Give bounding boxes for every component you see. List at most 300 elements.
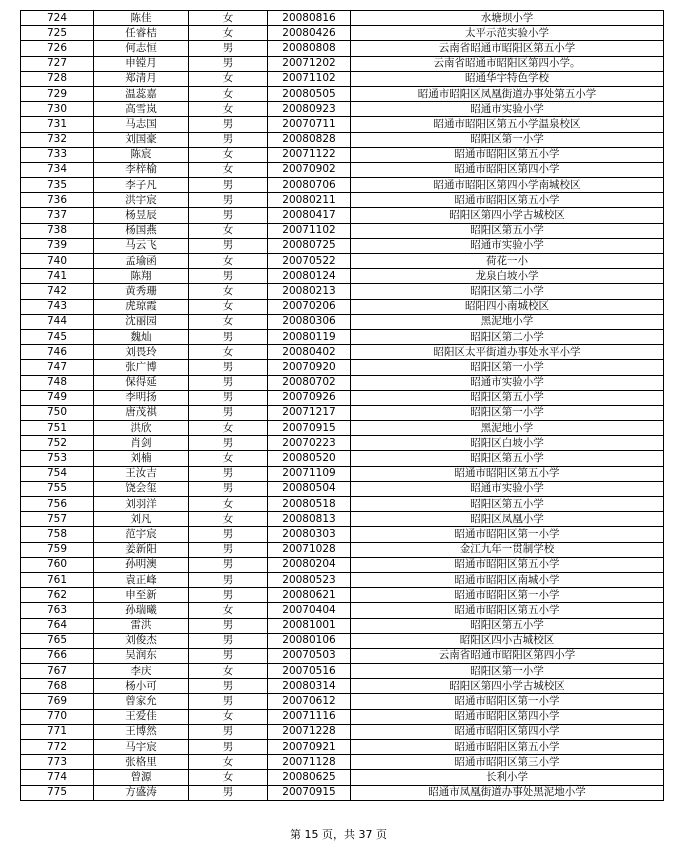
gender-cell: 男 [189, 481, 268, 496]
birth-date-cell: 20080725 [268, 238, 351, 253]
table-row [21, 740, 664, 755]
school-name-cell: 长利小学 [351, 770, 664, 785]
table-row [21, 223, 664, 238]
student-name-cell: 虎琼霞 [94, 299, 189, 314]
row-number-cell: 769 [21, 694, 94, 709]
row-number-cell: 737 [21, 208, 94, 223]
student-name-cell: 刘俊杰 [94, 633, 189, 648]
table-row [21, 345, 664, 360]
table-row [21, 466, 664, 481]
row-number-cell: 741 [21, 269, 94, 284]
student-name-cell: 保得延 [94, 375, 189, 390]
gender-cell: 男 [189, 527, 268, 542]
student-name-cell: 李明扬 [94, 390, 189, 405]
school-name-cell: 昭通市昭阳区第三小学 [351, 755, 664, 770]
gender-cell: 女 [189, 162, 268, 177]
school-name-cell: 昭通市昭阳区第五小学 [351, 193, 664, 208]
birth-date-cell: 20070223 [268, 436, 351, 451]
gender-cell: 男 [189, 208, 268, 223]
birth-date-cell: 20080702 [268, 375, 351, 390]
student-name-cell: 杨小可 [94, 679, 189, 694]
school-name-cell: 昭阳区第五小学 [351, 223, 664, 238]
school-name-cell: 昭阳区第五小学 [351, 618, 664, 633]
row-number-cell: 761 [21, 572, 94, 587]
school-name-cell: 昭阳区第一小学 [351, 664, 664, 679]
table-row [21, 542, 664, 557]
row-number-cell: 756 [21, 497, 94, 512]
birth-date-cell: 20080625 [268, 770, 351, 785]
student-name-cell: 马云飞 [94, 238, 189, 253]
table-row [21, 588, 664, 603]
student-name-cell: 洪宇宸 [94, 193, 189, 208]
row-number-cell: 770 [21, 709, 94, 724]
gender-cell: 男 [189, 56, 268, 71]
gender-cell: 男 [189, 588, 268, 603]
gender-cell: 女 [189, 755, 268, 770]
student-name-cell: 杨国燕 [94, 223, 189, 238]
table-row [21, 724, 664, 739]
gender-cell: 女 [189, 86, 268, 101]
student-name-cell: 杨昱辰 [94, 208, 189, 223]
table-row [21, 755, 664, 770]
row-number-cell: 775 [21, 785, 94, 800]
birth-date-cell: 20080417 [268, 208, 351, 223]
school-name-cell: 金江九年一贯制学校 [351, 542, 664, 557]
row-number-cell: 774 [21, 770, 94, 785]
school-name-cell: 昭通市昭阳区第四小学南城校区 [351, 178, 664, 193]
row-number-cell: 731 [21, 117, 94, 132]
gender-cell: 女 [189, 512, 268, 527]
birth-date-cell: 20071028 [268, 542, 351, 557]
birth-date-cell: 20071217 [268, 405, 351, 420]
birth-date-cell: 20080314 [268, 679, 351, 694]
student-name-cell: 温蕊嘉 [94, 86, 189, 101]
school-name-cell: 荷花一小 [351, 254, 664, 269]
school-name-cell: 昭阳区第五小学 [351, 497, 664, 512]
gender-cell: 男 [189, 542, 268, 557]
table-row [21, 102, 664, 117]
table-row [21, 208, 664, 223]
row-number-cell: 740 [21, 254, 94, 269]
student-name-cell: 李梓榆 [94, 162, 189, 177]
student-name-cell: 孙明澳 [94, 557, 189, 572]
birth-date-cell: 20080303 [268, 527, 351, 542]
school-name-cell: 昭通市昭阳区第四小学 [351, 162, 664, 177]
table-row [21, 329, 664, 344]
gender-cell: 男 [189, 648, 268, 663]
school-name-cell: 昭阳区凤凰小学 [351, 512, 664, 527]
birth-date-cell: 20080426 [268, 26, 351, 41]
gender-cell: 女 [189, 254, 268, 269]
table-row [21, 648, 664, 663]
student-name-cell: 王爱佳 [94, 709, 189, 724]
student-name-cell: 黄秀珊 [94, 284, 189, 299]
student-name-cell: 马志国 [94, 117, 189, 132]
birth-date-cell: 20070711 [268, 117, 351, 132]
row-number-cell: 772 [21, 740, 94, 755]
gender-cell: 男 [189, 375, 268, 390]
table-row [21, 572, 664, 587]
student-name-cell: 方盛涛 [94, 785, 189, 800]
school-name-cell: 昭通市昭阳区第一小学 [351, 527, 664, 542]
table-row [21, 709, 664, 724]
table-row [21, 269, 664, 284]
gender-cell: 女 [189, 284, 268, 299]
gender-cell: 男 [189, 41, 268, 56]
table-row [21, 451, 664, 466]
gender-cell: 男 [189, 694, 268, 709]
table-row [21, 390, 664, 405]
birth-date-cell: 20070902 [268, 162, 351, 177]
gender-cell: 男 [189, 740, 268, 755]
student-name-cell: 高雪岚 [94, 102, 189, 117]
school-name-cell: 昭通市昭阳区南城小学 [351, 572, 664, 587]
row-number-cell: 727 [21, 56, 94, 71]
student-name-cell: 申至新 [94, 588, 189, 603]
birth-date-cell: 20080119 [268, 329, 351, 344]
birth-date-cell: 20070920 [268, 360, 351, 375]
table-row [21, 421, 664, 436]
gender-cell: 男 [189, 193, 268, 208]
table-row [21, 147, 664, 162]
row-number-cell: 735 [21, 178, 94, 193]
row-number-cell: 758 [21, 527, 94, 542]
gender-cell: 男 [189, 178, 268, 193]
student-name-cell: 雷洪 [94, 618, 189, 633]
school-name-cell: 昭阳区太平街道办事处水平小学 [351, 345, 664, 360]
gender-cell: 男 [189, 557, 268, 572]
table-row [21, 117, 664, 132]
gender-cell: 女 [189, 102, 268, 117]
student-records-table [20, 10, 664, 801]
school-name-cell: 昭通华宇特色学校 [351, 71, 664, 86]
student-name-cell: 饶会玺 [94, 481, 189, 496]
school-name-cell: 云南省昭通市昭阳区第四小学 [351, 648, 664, 663]
school-name-cell: 昭通市昭阳区第五小学温泉校区 [351, 117, 664, 132]
birth-date-cell: 20080923 [268, 102, 351, 117]
gender-cell: 男 [189, 269, 268, 284]
school-name-cell: 昭通市昭阳区第五小学 [351, 603, 664, 618]
row-number-cell: 766 [21, 648, 94, 663]
birth-date-cell: 20071116 [268, 709, 351, 724]
table-row [21, 481, 664, 496]
row-number-cell: 757 [21, 512, 94, 527]
row-number-cell: 744 [21, 314, 94, 329]
page-number-footer: 第 15 页，共 37 页 [290, 828, 387, 841]
gender-cell: 男 [189, 724, 268, 739]
gender-cell: 女 [189, 11, 268, 26]
school-name-cell: 昭阳区白坡小学 [351, 436, 664, 451]
row-number-cell: 725 [21, 26, 94, 41]
student-name-cell: 沈丽园 [94, 314, 189, 329]
gender-cell: 女 [189, 664, 268, 679]
school-name-cell: 昭阳区第五小学 [351, 451, 664, 466]
table-row [21, 132, 664, 147]
gender-cell: 男 [189, 466, 268, 481]
table-row [21, 162, 664, 177]
school-name-cell: 昭阳区四小古城校区 [351, 633, 664, 648]
birth-date-cell: 20080813 [268, 512, 351, 527]
gender-cell: 女 [189, 497, 268, 512]
table-row [21, 26, 664, 41]
table-row [21, 770, 664, 785]
row-number-cell: 745 [21, 329, 94, 344]
row-number-cell: 753 [21, 451, 94, 466]
school-name-cell: 昭通市昭阳区第五小学 [351, 557, 664, 572]
table-row [21, 497, 664, 512]
student-name-cell: 王博然 [94, 724, 189, 739]
birth-date-cell: 20080124 [268, 269, 351, 284]
student-name-cell: 刘凡 [94, 512, 189, 527]
row-number-cell: 771 [21, 724, 94, 739]
student-name-cell: 范宇宸 [94, 527, 189, 542]
row-number-cell: 732 [21, 132, 94, 147]
school-name-cell: 昭通市昭阳区第四小学 [351, 709, 664, 724]
birth-date-cell: 20080306 [268, 314, 351, 329]
birth-date-cell: 20080523 [268, 572, 351, 587]
gender-cell: 女 [189, 603, 268, 618]
student-name-cell: 王汝吉 [94, 466, 189, 481]
student-name-cell: 刘国豪 [94, 132, 189, 147]
gender-cell: 女 [189, 314, 268, 329]
row-number-cell: 763 [21, 603, 94, 618]
birth-date-cell: 20080621 [268, 588, 351, 603]
gender-cell: 男 [189, 785, 268, 800]
gender-cell: 男 [189, 329, 268, 344]
table-row [21, 618, 664, 633]
school-name-cell: 黑泥地小学 [351, 421, 664, 436]
birth-date-cell: 20070915 [268, 421, 351, 436]
student-name-cell: 吴润东 [94, 648, 189, 663]
table-row [21, 512, 664, 527]
gender-cell: 女 [189, 709, 268, 724]
row-number-cell: 755 [21, 481, 94, 496]
school-name-cell: 昭通市实验小学 [351, 375, 664, 390]
birth-date-cell: 20071102 [268, 71, 351, 86]
gender-cell: 女 [189, 345, 268, 360]
gender-cell: 女 [189, 147, 268, 162]
school-name-cell: 昭通市昭阳区第一小学 [351, 694, 664, 709]
birth-date-cell: 20070503 [268, 648, 351, 663]
row-number-cell: 760 [21, 557, 94, 572]
birth-date-cell: 20071122 [268, 147, 351, 162]
birth-date-cell: 20080504 [268, 481, 351, 496]
school-name-cell: 昭阳区第二小学 [351, 284, 664, 299]
student-name-cell: 何志恒 [94, 41, 189, 56]
gender-cell: 女 [189, 223, 268, 238]
row-number-cell: 747 [21, 360, 94, 375]
school-name-cell: 昭通市昭阳区第一小学 [351, 588, 664, 603]
student-name-cell: 肖剑 [94, 436, 189, 451]
row-number-cell: 764 [21, 618, 94, 633]
birth-date-cell: 20070926 [268, 390, 351, 405]
school-name-cell: 昭阳区第一小学 [351, 405, 664, 420]
student-name-cell: 马宇宸 [94, 740, 189, 755]
row-number-cell: 765 [21, 633, 94, 648]
student-records-body [21, 11, 664, 801]
row-number-cell: 751 [21, 421, 94, 436]
school-name-cell: 太平示范实验小学 [351, 26, 664, 41]
birth-date-cell: 20080706 [268, 178, 351, 193]
table-row [21, 314, 664, 329]
row-number-cell: 743 [21, 299, 94, 314]
birth-date-cell: 20070915 [268, 785, 351, 800]
birth-date-cell: 20070921 [268, 740, 351, 755]
table-row [21, 254, 664, 269]
birth-date-cell: 20071102 [268, 223, 351, 238]
birth-date-cell: 20071128 [268, 755, 351, 770]
birth-date-cell: 20080505 [268, 86, 351, 101]
student-name-cell: 孟瑜函 [94, 254, 189, 269]
table-row [21, 41, 664, 56]
table-row [21, 375, 664, 390]
birth-date-cell: 20070404 [268, 603, 351, 618]
school-name-cell: 昭通市实验小学 [351, 238, 664, 253]
student-name-cell: 姜新阳 [94, 542, 189, 557]
birth-date-cell: 20081001 [268, 618, 351, 633]
birth-date-cell: 20080518 [268, 497, 351, 512]
student-name-cell: 刘楠 [94, 451, 189, 466]
birth-date-cell: 20070206 [268, 299, 351, 314]
table-row [21, 193, 664, 208]
table-row [21, 436, 664, 451]
school-name-cell: 昭阳区第五小学 [351, 390, 664, 405]
gender-cell: 男 [189, 238, 268, 253]
birth-date-cell: 20080828 [268, 132, 351, 147]
birth-date-cell: 20080816 [268, 11, 351, 26]
row-number-cell: 749 [21, 390, 94, 405]
row-number-cell: 738 [21, 223, 94, 238]
gender-cell: 男 [189, 572, 268, 587]
student-name-cell: 申镗月 [94, 56, 189, 71]
row-number-cell: 752 [21, 436, 94, 451]
gender-cell: 女 [189, 421, 268, 436]
school-name-cell: 昭通市实验小学 [351, 102, 664, 117]
table-row [21, 633, 664, 648]
birth-date-cell: 20070522 [268, 254, 351, 269]
gender-cell: 男 [189, 360, 268, 375]
school-name-cell: 昭通市昭阳区第五小学 [351, 147, 664, 162]
birth-date-cell: 20080204 [268, 557, 351, 572]
student-name-cell: 唐茂祺 [94, 405, 189, 420]
student-name-cell: 袁正峰 [94, 572, 189, 587]
student-name-cell: 刘羽洋 [94, 497, 189, 512]
gender-cell: 女 [189, 451, 268, 466]
student-name-cell: 李子凡 [94, 178, 189, 193]
gender-cell: 女 [189, 299, 268, 314]
row-number-cell: 750 [21, 405, 94, 420]
birth-date-cell: 20071109 [268, 466, 351, 481]
table-row [21, 178, 664, 193]
birth-date-cell: 20070516 [268, 664, 351, 679]
row-number-cell: 742 [21, 284, 94, 299]
row-number-cell: 762 [21, 588, 94, 603]
gender-cell: 男 [189, 436, 268, 451]
gender-cell: 男 [189, 679, 268, 694]
row-number-cell: 726 [21, 41, 94, 56]
row-number-cell: 767 [21, 664, 94, 679]
gender-cell: 男 [189, 633, 268, 648]
birth-date-cell: 20080402 [268, 345, 351, 360]
student-name-cell: 陈宸 [94, 147, 189, 162]
school-name-cell: 昭阳区第一小学 [351, 360, 664, 375]
table-row [21, 56, 664, 71]
table-row [21, 238, 664, 253]
table-row [21, 405, 664, 420]
table-row [21, 785, 664, 800]
student-name-cell: 陈佳 [94, 11, 189, 26]
school-name-cell: 昭通市昭阳区第五小学 [351, 466, 664, 481]
student-name-cell: 任睿桔 [94, 26, 189, 41]
table-row [21, 11, 664, 26]
student-name-cell: 洪欣 [94, 421, 189, 436]
table-row [21, 679, 664, 694]
gender-cell: 男 [189, 618, 268, 633]
school-name-cell: 水塘坝小学 [351, 11, 664, 26]
row-number-cell: 734 [21, 162, 94, 177]
school-name-cell: 云南省昭通市昭阳区第五小学 [351, 41, 664, 56]
school-name-cell: 昭阳区第四小学古城校区 [351, 679, 664, 694]
school-name-cell: 昭通市实验小学 [351, 481, 664, 496]
gender-cell: 男 [189, 390, 268, 405]
table-row [21, 71, 664, 86]
row-number-cell: 728 [21, 71, 94, 86]
school-name-cell: 昭阳区第四小学古城校区 [351, 208, 664, 223]
row-number-cell: 729 [21, 86, 94, 101]
gender-cell: 男 [189, 132, 268, 147]
birth-date-cell: 20080106 [268, 633, 351, 648]
gender-cell: 女 [189, 770, 268, 785]
table-row [21, 284, 664, 299]
student-name-cell: 孙瑞曦 [94, 603, 189, 618]
school-name-cell: 昭通市昭阳区第五小学 [351, 740, 664, 755]
gender-cell: 男 [189, 405, 268, 420]
table-row [21, 527, 664, 542]
row-number-cell: 739 [21, 238, 94, 253]
birth-date-cell: 20071228 [268, 724, 351, 739]
student-name-cell: 郑清月 [94, 71, 189, 86]
birth-date-cell: 20070612 [268, 694, 351, 709]
gender-cell: 女 [189, 26, 268, 41]
table-row [21, 694, 664, 709]
school-name-cell: 龙泉白坡小学 [351, 269, 664, 284]
student-name-cell: 刘畏玲 [94, 345, 189, 360]
birth-date-cell: 20080211 [268, 193, 351, 208]
birth-date-cell: 20071202 [268, 56, 351, 71]
school-name-cell: 昭阳区第二小学 [351, 329, 664, 344]
school-name-cell: 昭通市凤凰街道办事处黑泥地小学 [351, 785, 664, 800]
school-name-cell: 云南省昭通市昭阳区第四小学。 [351, 56, 664, 71]
row-number-cell: 754 [21, 466, 94, 481]
table-row [21, 664, 664, 679]
row-number-cell: 730 [21, 102, 94, 117]
student-name-cell: 魏灿 [94, 329, 189, 344]
student-name-cell: 曾家允 [94, 694, 189, 709]
birth-date-cell: 20080520 [268, 451, 351, 466]
row-number-cell: 724 [21, 11, 94, 26]
row-number-cell: 746 [21, 345, 94, 360]
row-number-cell: 733 [21, 147, 94, 162]
school-name-cell: 昭阳区第一小学 [351, 132, 664, 147]
birth-date-cell: 20080213 [268, 284, 351, 299]
student-name-cell: 陈翔 [94, 269, 189, 284]
student-name-cell: 张广博 [94, 360, 189, 375]
school-name-cell: 昭通市昭阳区第四小学 [351, 724, 664, 739]
school-name-cell: 昭阳四小南城校区 [351, 299, 664, 314]
student-name-cell: 曾源 [94, 770, 189, 785]
student-name-cell: 李庆 [94, 664, 189, 679]
school-name-cell: 昭通市昭阳区凤凰街道办事处第五小学 [351, 86, 664, 101]
